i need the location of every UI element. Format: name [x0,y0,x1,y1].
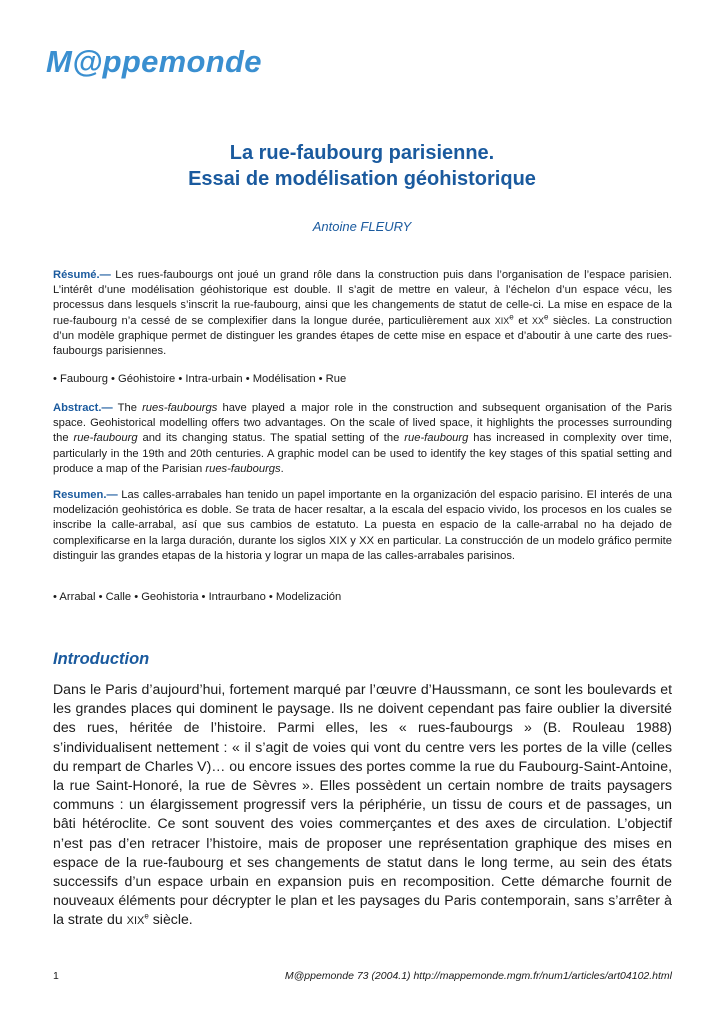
introduction-paragraph: Dans le Paris d’aujourd’hui, fortement marqué par l’œuvre d’Haussmann, ce sont les boulevards et les grandes places qui dominent le paysage. Ils ne doivent cependant pas faire oublier la diversité des rues, héritée de l’histoire. Parmi elles, les « rues-faubourgs » (B. Rouleau 1988) s’individualisent nettement : « il s’agit de voies qui vont du centre vers les portes de la ville (celles du rempart de Charles V)… ou encore issues des portes comme la rue du Faubourg-Saint-Antoine, la rue Saint-Honoré, la rue de Sèvres ». Elles possèdent un certain nombre de traits paysagers communs : un élargissement progressif vers la périphérie, un tissu de cours et de passages, un bâti hétéroclite. Ce sont souvent des voies commerçantes et des axes de circulation. L’objectif n’est pas d’en retracer l’histoire, mais de proposer une représentation graphique des mises en espace de la rue-faubourg et ses changements de statut dans le long terme, au sein des états successifs d’un espace urbain en expansion puis en recomposition. Cette démarche fournit de nouveaux éléments pour décrypter le plan et les paysages du Paris contemporain, sans s’arrêter à la strate du XIXe siècle. [53,681,672,928]
section-heading-introduction: Introduction [53,650,150,668]
article-title [0,140,724,192]
title-line-1: La rue-faubourg parisienne. [229,142,495,164]
resumen-paragraph: Resumen.— Las calles-arrabales han tenido un papel importante en la organización del espacio parisino. El interés de una modelización geohistórica es doble. Se trata de hacer resaltar, a la escala del espacio vivido, los procesos en los cuales se inscribe la calle-arrabal, así que sus cambios de estatuto. La puesta en espacio de la calle-arrabal no ha dejado de complexificarse en la larga duración, durante los siglos XIX y XX en particular. La construcción de un modelo gráfico permite distinguir las grandes etapas de la historia y lograr un mapa de las calles-arrabales parisinos. [53,489,672,562]
keywords-spanish: • Arrabal • Calle • Geohistoria • Intraurbano • Modelización [53,591,342,603]
resume-lead: Résumé.— [53,269,111,281]
journal-logo: M@ppemonde [46,44,262,79]
abstract-lead: Abstract.— [53,402,113,414]
resume-paragraph: Résumé.— Les rues-faubourgs ont joué un grand rôle dans la construction puis dans l’organisation de l’espace parisien. L’intérêt d’une modélisation géohistorique est double. Il s’agit de mettre en valeur, à l’échelon d’un espace vécu, les processus dans lesquels s’inscrit la rue-faubourg, ainsi que les changements de statut de celle-ci. La mise en espace de la rue-faubourg n’a cessé de se complexifier dans la longue durée, particulièrement aux XIXe et XXe siècles. La construction d’un modèle graphique permet de distinguer les grandes étapes de cette mise en espace et d’aboutir à une carte des rues-faubourgs parisiennes. [53,269,672,358]
title-line-2: Essai de modélisation géohistorique [188,168,536,190]
author-name: Antoine FLEURY [312,219,412,234]
page-number: 1 [53,970,59,982]
resumen-lead: Resumen.— [53,489,118,501]
keywords-french: • Faubourg • Géohistoire • Intra-urbain • Modélisation • Rue [53,373,347,385]
abstract-paragraph: Abstract.— The rues-faubourgs have played a major role in the construction and subsequent organisation of the Paris space. Geohistorical modelling offers two advantages. On the scale of lived space, it highlights the processes surrounding the rue-faubourg and its changing status. The spatial setting of the rue-faubourg has increased in complexity over time, particularly in the 19th and 20th centuries. A graphic model can be used to identify the key stages of this spatial setting and produce a map of the Parisian rues-faubourgs. [53,402,672,475]
footer-reference: M@ppemonde 73 (2004.1) http://mappemonde.mgm.fr/num1/articles/art04102.html [284,970,672,982]
